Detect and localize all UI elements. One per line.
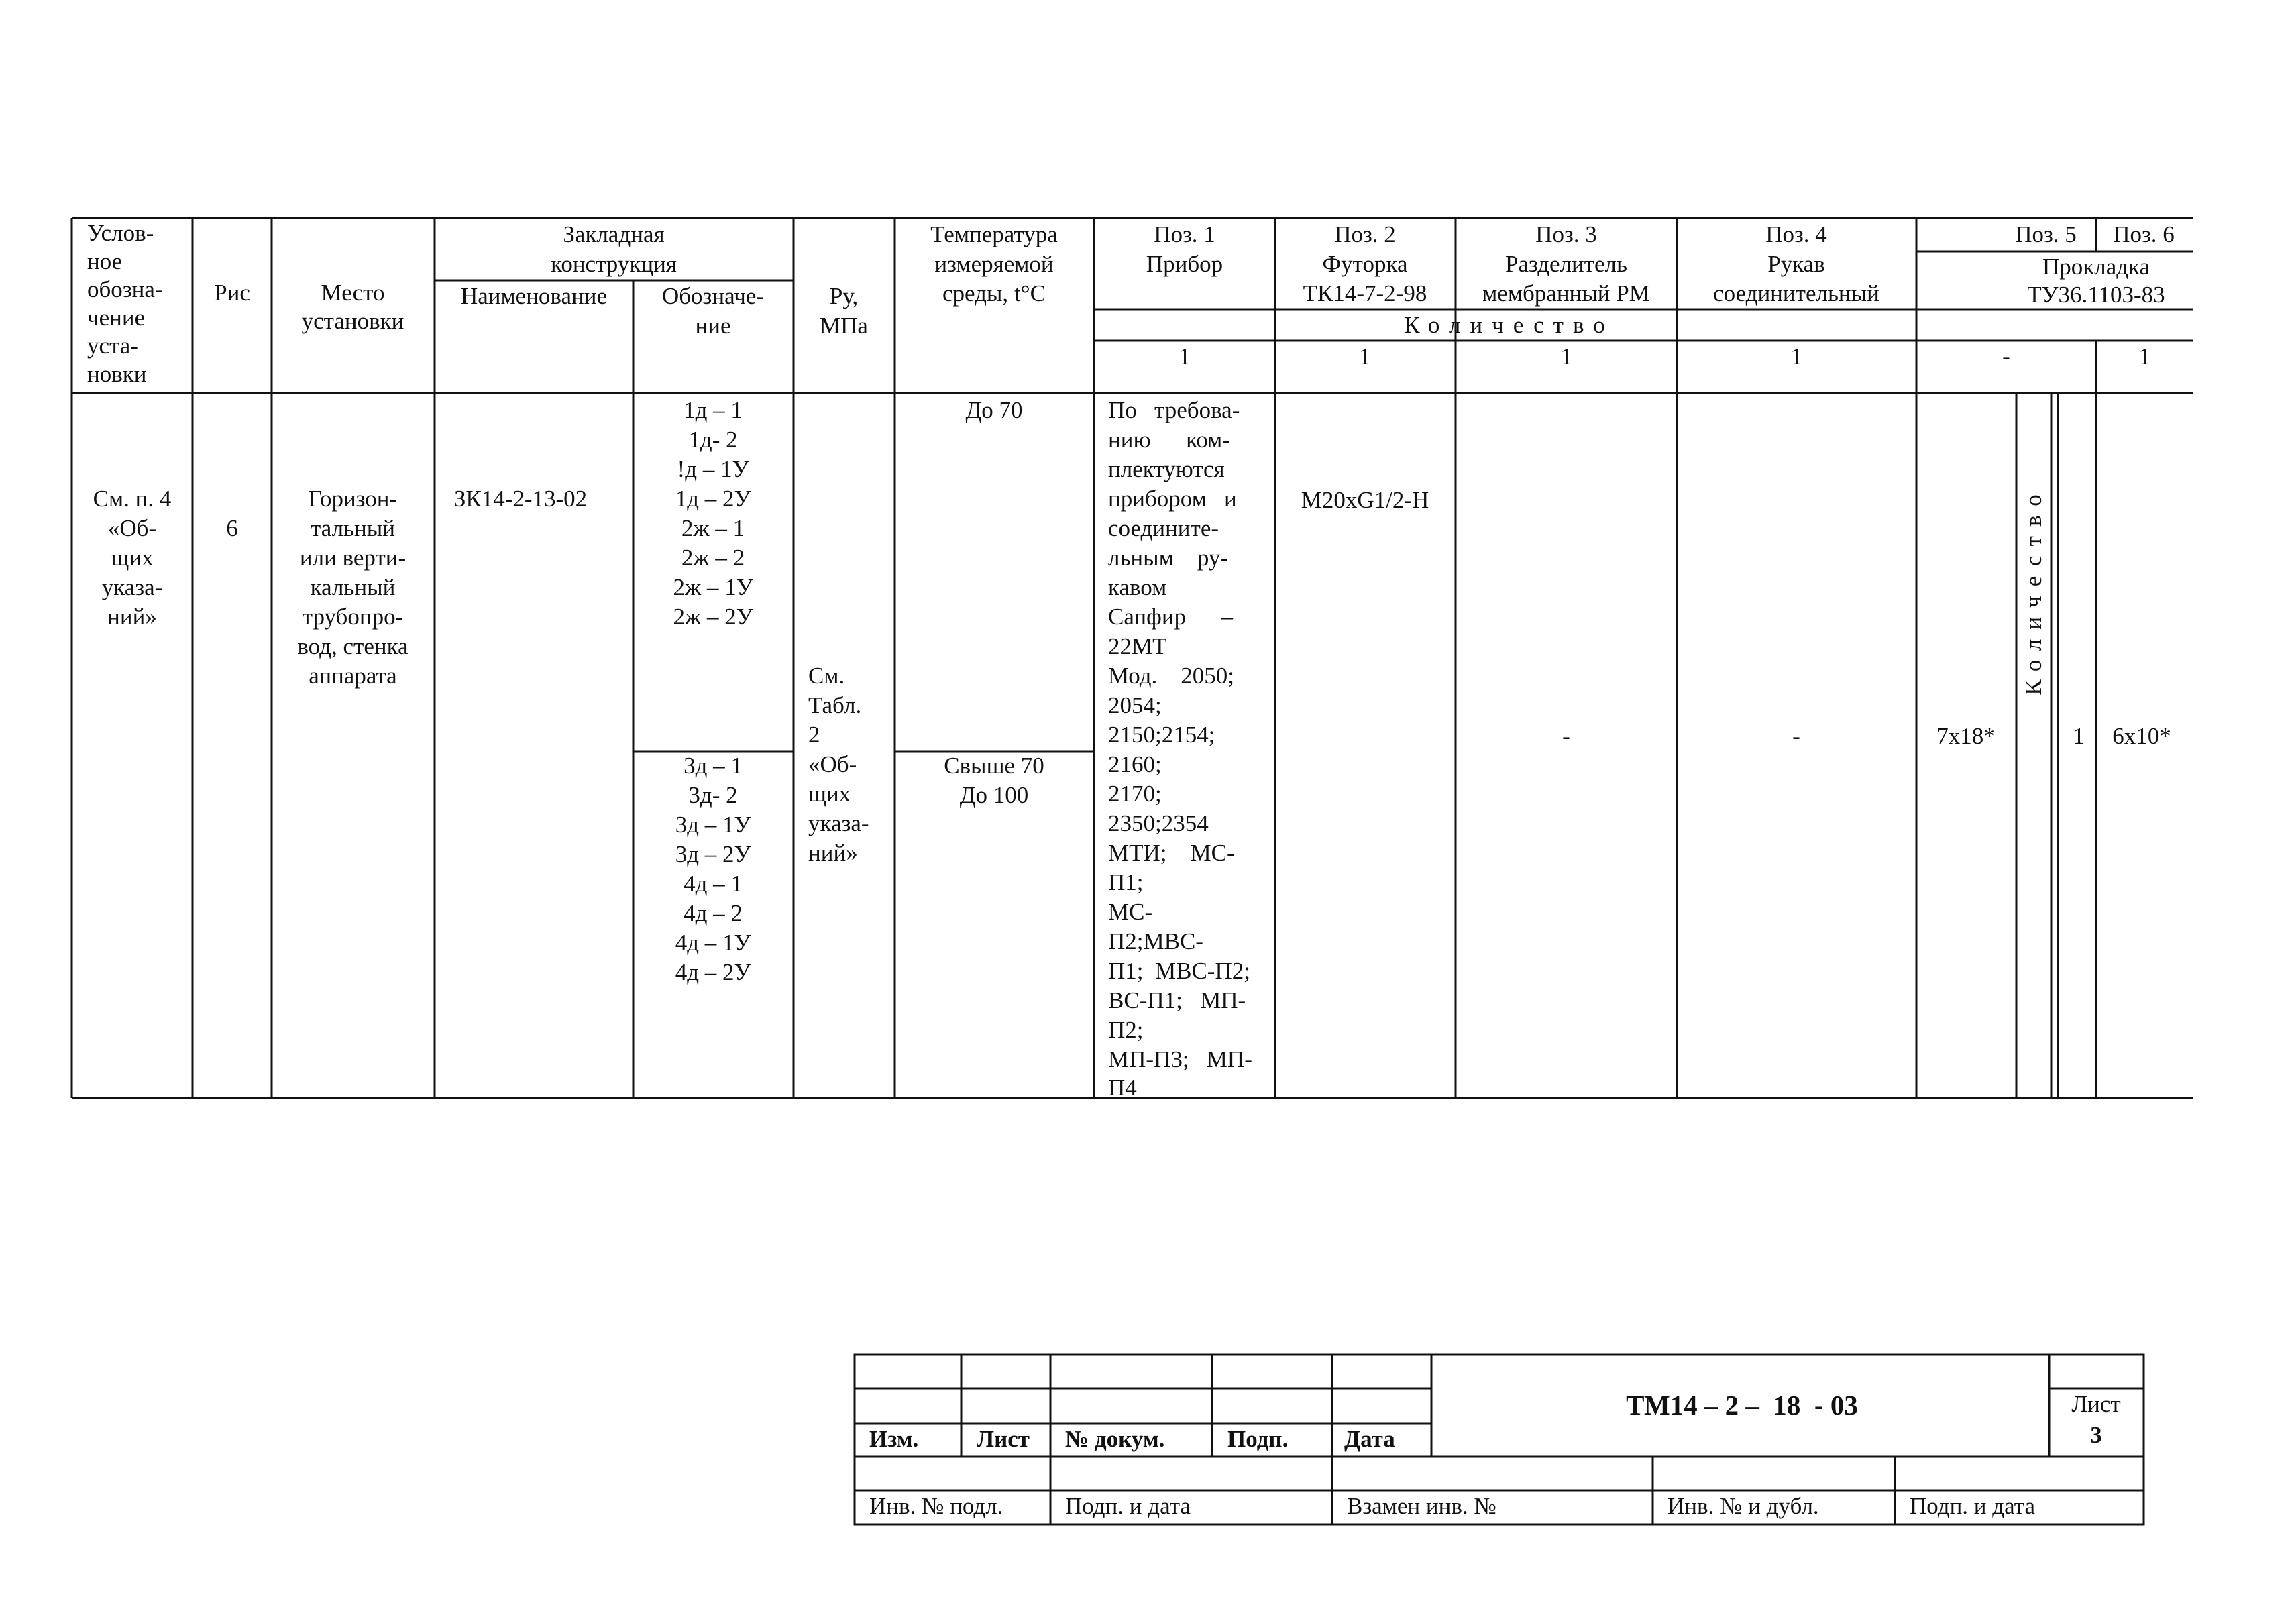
stamp-podp-data-2: Подп. и дата: [1910, 1493, 2035, 1519]
cell-mesto: тальный: [311, 515, 395, 541]
header-poz4-3: соединительный: [1713, 280, 1879, 307]
cell-oboznachenie: 2ж – 1: [681, 515, 745, 541]
stamp-nom-dokum: № докум.: [1065, 1426, 1165, 1452]
cell-poz5-value: 7х18*: [1936, 723, 1996, 749]
header-oboznachenie-1: Обозначе-: [661, 283, 765, 309]
cell-temperatura: Свыше 70: [944, 753, 1044, 779]
cell-temperatura: До 100: [959, 782, 1029, 808]
header-text: чение: [87, 305, 146, 331]
header-poz4-2: Рукав: [1767, 251, 1825, 277]
stamp-izm: Изм.: [869, 1426, 919, 1452]
header-poz6: Поз. 6: [2113, 221, 2175, 247]
cell-oboznachenie: 3д – 2У: [675, 841, 751, 867]
pribor-line: 2160;: [1108, 751, 1162, 777]
stamp-vzamen-inv: Взамен инв. №: [1347, 1493, 1496, 1519]
pribor-line: кавом: [1108, 574, 1167, 600]
header-py-2: МПа: [820, 313, 868, 339]
cell-mesto: аппарата: [309, 663, 397, 689]
stamp-inv-podl: Инв. № подл.: [869, 1493, 1003, 1519]
cell-oboznachenie: 4д – 2: [684, 900, 743, 926]
header-py-1: Ру,: [829, 283, 859, 309]
cell-oboznachenie: 4д – 1: [684, 871, 743, 897]
stamp-inv-dubl: Инв. № и дубл.: [1668, 1493, 1819, 1519]
header-poz2-2: Футорка: [1322, 251, 1408, 277]
cell-uslovnoe: щих: [111, 545, 154, 571]
pribor-line: П1;: [1108, 869, 1144, 895]
header-text: обозна-: [87, 276, 163, 302]
cell-mesto: вод, стенка: [297, 633, 408, 659]
cell-oboznachenie: 2ж – 2: [681, 545, 745, 571]
document-code: ТМ14 – 2 – 18 - 03: [1626, 1390, 1858, 1421]
qty-poz5: -: [2002, 343, 2010, 370]
cell-mesto: или верти-: [299, 545, 406, 571]
header-poz1-2: Прибор: [1146, 251, 1223, 277]
header-mesto-2: установки: [301, 308, 404, 334]
cell-oboznachenie: 2ж – 2У: [673, 604, 753, 630]
cell-oboznachenie: 2ж – 1У: [673, 574, 753, 600]
cell-oboznachenie: 1д – 1: [684, 397, 743, 423]
cell-poz5-qty: 1: [2073, 723, 2085, 749]
pribor-line: МП-П3; МП-: [1108, 1046, 1252, 1072]
header-text: новки: [87, 361, 147, 387]
header-poz2-3: ТК14-7-2-98: [1303, 280, 1427, 307]
header-text: уста-: [87, 333, 138, 359]
stamp-podp: Подп.: [1227, 1426, 1289, 1452]
header-poz5: Поз. 5: [2015, 221, 2077, 247]
pribor-line: 2150;2154;: [1108, 722, 1215, 748]
cell-oboznachenie: 1д- 2: [688, 427, 738, 453]
cell-poz5-kolichestvo-label: Количество: [2020, 485, 2046, 696]
header-zakladnaya-2: конструкция: [551, 251, 677, 277]
cell-oboznachenie: 3д – 1У: [675, 812, 751, 838]
cell-py: щих: [808, 781, 851, 807]
cell-uslovnoe: указа-: [101, 574, 163, 600]
stamp-data: Дата: [1344, 1426, 1395, 1452]
pribor-line: соедините-: [1108, 515, 1219, 541]
pribor-line: 22МТ: [1108, 633, 1167, 659]
pribor-line: 2350;2354: [1108, 810, 1209, 836]
qty-poz1: 1: [1179, 343, 1191, 370]
header-kolichestvo: Количество: [1404, 312, 1615, 338]
pribor-line: П2;: [1108, 1017, 1144, 1043]
header-poz3-1: Поз. 3: [1535, 221, 1597, 247]
pribor-line: нию ком-: [1108, 427, 1230, 453]
cell-razdelitel: -: [1562, 723, 1570, 749]
stamp-sheet-number: 3: [2090, 1422, 2102, 1448]
pribor-line: 2170;: [1108, 781, 1162, 807]
cell-uslovnoe: ний»: [107, 604, 157, 630]
cell-oboznachenie: 3д – 1: [684, 753, 743, 779]
cell-oboznachenie: 1д – 2У: [675, 486, 751, 512]
header-temp-1: Температура: [930, 221, 1058, 247]
cell-py: См.: [808, 663, 845, 689]
cell-oboznachenie: 4д – 2У: [675, 959, 751, 985]
header-temp-2: измеряемой: [934, 251, 1054, 277]
cell-naimenovanie: ЗК14-2-13-02: [453, 486, 588, 512]
cell-mesto: кальный: [310, 574, 396, 600]
pribor-line: П2;МВС-: [1108, 928, 1203, 954]
pribor-line: Мод. 2050;: [1108, 663, 1235, 689]
pribor-line: прибором и: [1108, 486, 1237, 512]
cell-py: Табл.: [808, 692, 862, 718]
cell-poz6-value: 6х10*: [2112, 723, 2171, 749]
pribor-line: плектуются: [1108, 456, 1225, 482]
qty-poz4: 1: [1790, 343, 1802, 370]
header-mesto-1: Место: [321, 280, 385, 306]
cell-oboznachenie: 4д – 1У: [675, 930, 751, 956]
pribor-line: МТИ; МС-: [1108, 840, 1235, 866]
header-poz1-1: Поз. 1: [1154, 221, 1215, 247]
stamp-list: Лист: [977, 1426, 1030, 1452]
pribor-line: льным ру-: [1108, 545, 1229, 571]
cell-uslovnoe: «Об-: [107, 515, 157, 541]
pribor-line: П4: [1108, 1074, 1137, 1101]
cell-py: указа-: [808, 810, 869, 836]
qty-poz2: 1: [1359, 343, 1371, 370]
pribor-line: П1; МВС-П2;: [1108, 958, 1250, 984]
header-naimenovanie: Наименование: [460, 283, 608, 309]
header-zakladnaya-1: Закладная: [563, 221, 665, 247]
stamp-podp-data: Подп. и дата: [1065, 1493, 1191, 1519]
header-text: ное: [87, 248, 123, 274]
header-text: Услов-: [87, 220, 154, 246]
cell-futorka: М20хG1/2-Н: [1301, 487, 1429, 513]
cell-temperatura: До 70: [965, 397, 1023, 423]
cell-py: ний»: [808, 840, 858, 866]
cell-rukav: -: [1792, 723, 1800, 749]
header-poz3-2: Разделитель: [1505, 251, 1627, 277]
cell-uslovnoe: См. п. 4: [93, 486, 172, 512]
cell-mesto: Горизон-: [308, 486, 398, 512]
header-poz3-3: мембранный РМ: [1482, 280, 1650, 307]
cell-oboznachenie: !д – 1У: [677, 456, 749, 482]
pribor-line: По требова-: [1108, 397, 1240, 423]
qty-poz6: 1: [2138, 343, 2150, 370]
pribor-line: 2054;: [1108, 692, 1162, 718]
pribor-line: Сапфир –: [1108, 604, 1234, 630]
header-prokladka-2: ТУ36.1103-83: [2027, 282, 2165, 308]
cell-py: 2: [808, 722, 820, 748]
pribor-line: ВС-П1; МП-: [1108, 987, 1246, 1013]
header-temp-3: среды, t°C: [942, 280, 1046, 307]
qty-poz3: 1: [1560, 343, 1572, 370]
cell-py: «Об-: [808, 751, 857, 777]
cell-ris: 6: [226, 515, 238, 541]
header-oboznachenie-2: ние: [695, 313, 731, 339]
cell-mesto: трубопро-: [302, 604, 404, 630]
header-poz2-1: Поз. 2: [1334, 221, 1396, 247]
header-poz4-1: Поз. 4: [1765, 221, 1827, 247]
pribor-line: МС-: [1108, 899, 1153, 925]
stamp-sheet-label: Лист: [2071, 1391, 2121, 1417]
header-prokladka-1: Прокладка: [2042, 254, 2150, 280]
header-ris: Рис: [214, 280, 250, 306]
cell-oboznachenie: 3д- 2: [688, 782, 738, 808]
